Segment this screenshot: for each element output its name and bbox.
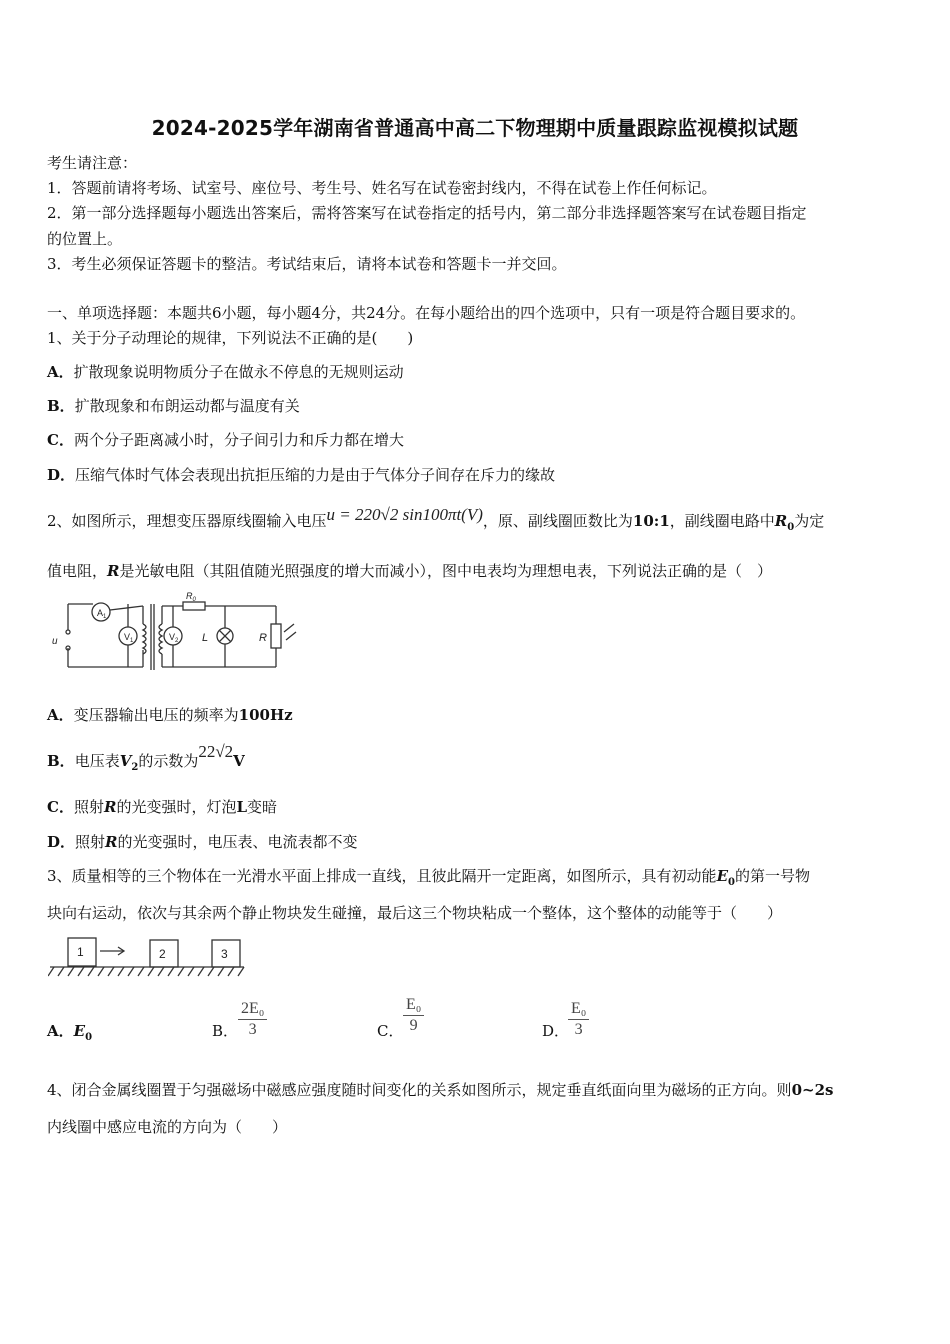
page-title: 2024-2025学年湖南省普通高中高二下物理期中质量跟踪监视模拟试题 [151,116,799,140]
option-v: V [119,752,132,770]
option-r: R [103,798,117,816]
fraction-denominator: 3 [248,1021,257,1038]
q3-option-c-label: C． [377,1022,404,1040]
notice-item-3: 3．考生必须保证答题卡的整洁。考试结束后，请将本试卷和答题卡一并交回。 [47,255,567,273]
option-text: 照射 [75,833,106,851]
option-label: C． [47,431,74,449]
source-u-label: u [52,636,58,647]
q2-stem-c: ，副线圈电路中 [669,512,775,530]
q2-stem-line1 [47,505,825,533]
q1-stem: 1、关于分子动理论的规律，下列说法不正确的是( ) [47,329,414,347]
fraction-denominator: 9 [409,1017,418,1034]
voltmeter-v1-label: $V_1$ [124,632,134,644]
q1-option-d [47,464,555,485]
option-text: 变压器输出电压的频率为 [73,706,239,724]
q2-option-c [47,796,277,817]
option-text: 电压表 [74,752,120,770]
option-text: 扩散现象说明物质分子在做永不停息的无规则运动 [73,363,404,381]
q3-e0-sub: 0 [728,877,735,888]
option-value: 22√2 [198,742,234,761]
notice-item-1: 1．答题前请将考场、试室号、座位号、考生号、姓名写在试卷密封线内，不得在试卷上作任何标记。 [47,179,717,197]
q3-option-d-label: D． [542,1022,570,1040]
option-l: L [236,798,247,816]
q1-option-c [47,429,404,450]
q2-option-d [47,831,358,852]
resistor-r0-label: $R_0$ [186,592,196,603]
q2-stem-b: ，原、副线圈匝数比为 [482,512,633,530]
option-text2: 的光变强时，灯泡 [116,798,237,816]
option-e-sub: 0 [85,1032,93,1043]
q2-r0-sub: 0 [787,522,795,533]
option-label: D． [47,833,76,851]
notice-heading: 考生请注意： [47,154,138,172]
q1-option-b [47,395,300,416]
option-label: A． [47,363,74,381]
fraction-numerator: E₀ [403,996,424,1016]
q3-option-c-fraction [403,996,424,1035]
q3-option-d-fraction [568,1000,589,1039]
q2-stem-d: 为定 [794,512,825,530]
fraction-denominator: 3 [574,1021,583,1038]
option-text: 两个分子距离减小时，分子间引力和斥力都在增大 [73,431,404,449]
q3-option-b-label: B． [212,1022,239,1040]
q2-r0: R [774,512,788,530]
block-3-label: 3 [221,947,228,961]
transformer-circuit-diagram [48,592,308,677]
q2-option-b [47,742,245,773]
ammeter-a1-label: $A_1$ [97,608,107,620]
section-header: 一、单项选择题：本题共6小题，每小题4分，共24分。在每小题给出的四个选项中，只有一项是符合题目要求的。 [47,304,806,322]
q4-range: 0~2s [791,1081,834,1099]
option-text2: 的示数为 [138,752,199,770]
option-label: A． [47,1022,74,1040]
q2-stem-line2 [47,560,772,581]
option-text: 压缩气体时气体会表现出抗拒压缩的力是由于气体分子间存在斥力的缘故 [75,466,556,484]
option-label: C． [47,798,74,816]
resistor-r-label: R [259,632,267,644]
option-text: 照射 [73,798,104,816]
q3-e0: E [716,867,728,885]
option-v-sub: 2 [131,762,139,773]
q3-stem-line2: 块向右运动，依次与其余两个静止物块发生碰撞，最后这三个物块粘成一个整体，这个整体的动能等于（ ） [47,904,783,922]
block-2-label: 2 [159,947,166,961]
option-label: D． [47,466,76,484]
blocks-diagram [48,934,248,980]
option-label: B． [47,752,75,770]
q3-line1-b: 的第一号物 [734,867,810,885]
q4-stem-line2: 内线圈中感应电流的方向为（ ） [47,1118,288,1136]
q2-line2-b: 是光敏电阻（其阻值随光照强度的增大而减小），图中电表均为理想电表，下列说法正确的是（ ） [119,562,772,580]
notice-item-2: 2．第一部分选择题每小题选出答案后，需将答案写在试卷指定的括号内，第二部分非选择题答案写在试卷题目指定 [47,204,807,222]
q3-option-a [47,1020,92,1043]
option-text: 扩散现象和布朗运动都与温度有关 [74,397,300,415]
fraction-numerator: E₀ [568,1000,589,1020]
q2-stem-a: 2、如图所示，理想变压器原线圈输入电压 [47,512,327,530]
voltmeter-v2-label: $V_2$ [169,632,179,644]
lamp-l-label: L [202,632,209,644]
fraction-numerator: 2E₀ [238,1000,267,1020]
q4-stem-line1 [47,1079,833,1100]
q2-voltage-formula: u = 220√2 sin100πt(V) [326,505,483,524]
option-r: R [105,833,118,851]
option-label: A． [47,706,74,724]
q4-line1: 4、闭合金属线圈置于匀强磁场中磁感应强度随时间变化的关系如图所示，规定垂直纸面向里为磁场的正方向。则 [47,1081,792,1099]
q3-stem-line1 [47,865,810,888]
q2-r: R [107,562,120,580]
q2-option-a [47,704,293,725]
option-text3: 变暗 [247,798,278,816]
option-unit: V [233,752,245,770]
notice-item-2-cont: 的位置上。 [47,230,123,248]
block-1-label: 1 [77,945,84,959]
q3-line1-a: 3、质量相等的三个物体在一光滑水平面上排成一直线，且彼此隔开一定距离，如图所示，具有初动能 [47,867,717,885]
option-text2: 的光变强时，电压表、电流表都不变 [117,833,358,851]
q3-option-b-fraction [238,1000,267,1039]
q1-option-a [47,361,404,382]
q2-ratio: 10:1 [632,512,670,530]
q2-line2-a: 值电阻， [47,562,108,580]
option-label: B． [47,397,75,415]
option-value: 100Hz [238,706,293,724]
option-e: E [73,1022,86,1040]
